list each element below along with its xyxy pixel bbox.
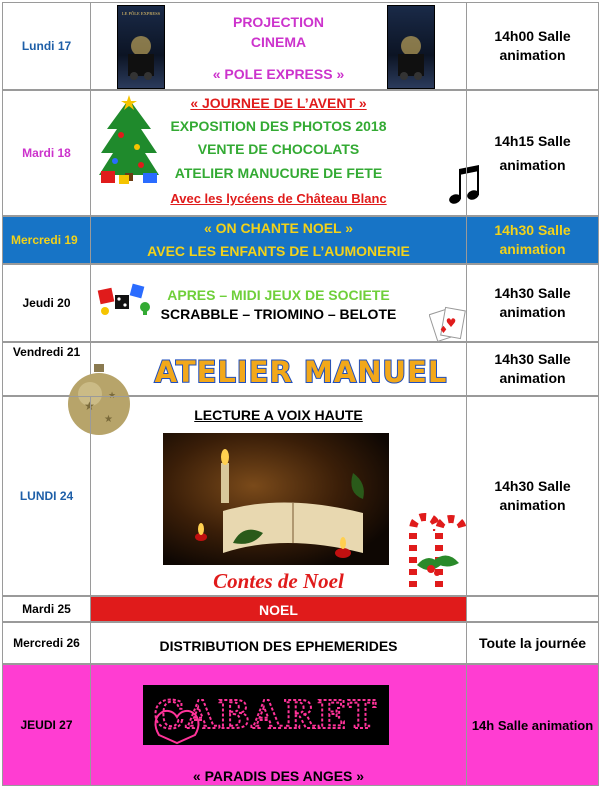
svg-text:★: ★	[104, 414, 113, 425]
row-jeudi-20	[2, 264, 599, 342]
day-label: Lundi 17	[3, 3, 91, 89]
svg-text:♥: ♥	[445, 316, 457, 330]
poster-title: LE PÔLE EXPRESS	[121, 11, 161, 16]
row-lundi-17	[2, 2, 599, 90]
row-mardi-25	[2, 596, 599, 622]
title-lecture-voix-haute: LECTURE A VOIX HAUTE	[194, 407, 363, 423]
activity-cell	[91, 343, 466, 395]
title-projection: PROJECTION	[232, 14, 324, 30]
svg-text:★: ★	[108, 391, 117, 401]
activity-cell	[91, 397, 466, 595]
title-on-chante-noel: « ON CHANTE NOEL »	[203, 220, 354, 236]
activity-cell	[91, 91, 466, 215]
row-mercredi-19	[2, 216, 599, 264]
day-label: Mardi 18	[3, 91, 91, 215]
time-cell: 14h30 Salle animation	[466, 343, 598, 395]
day-label: Mardi 25	[3, 597, 91, 621]
title-contes-de-noel: Contes de Noel	[213, 569, 344, 593]
time-cell: 14h30 Salle animation	[466, 217, 598, 263]
activity-cell	[91, 623, 466, 663]
row-jeudi-27	[2, 664, 599, 786]
day-label: LUNDI 24	[3, 397, 91, 595]
svg-text:★: ★	[84, 399, 95, 413]
activity-cell	[91, 3, 466, 89]
time-cell	[466, 597, 598, 621]
title-cabaret: CABARET	[153, 692, 379, 737]
day-label: Jeudi 20	[3, 265, 91, 341]
title-atelier-manuel: ATELIER MANUEL	[154, 355, 448, 389]
title-scrabble: SCRABBLE – TRIOMINO – BELOTE	[160, 306, 397, 322]
time-cell: Toute la journée	[466, 623, 598, 663]
train-poster-right	[387, 5, 435, 89]
activity-cell	[91, 665, 466, 785]
title-exposition: EXPOSITION DES PHOTOS 2018	[170, 118, 387, 134]
time-cell: 14h30 Salle animation	[466, 265, 598, 341]
title-paradis-anges: « PARADIS DES ANGES »	[192, 768, 365, 784]
row-mercredi-26	[2, 622, 599, 664]
day-label: JEUDI 27	[3, 665, 91, 785]
candy-cane-icon	[399, 509, 469, 591]
time-cell: 14h00 Salle animation	[466, 3, 598, 89]
activity-cell	[91, 217, 466, 263]
day-label: Mercredi 19	[3, 217, 91, 263]
time-cell: 14h Salle animation	[466, 665, 598, 785]
title-enfants-aumonerie: AVEC LES ENFANTS DE L’AUMONERIE	[147, 243, 410, 259]
candle-book-photo	[163, 433, 389, 565]
title-pole-express: « POLE EXPRESS »	[212, 66, 345, 82]
activity-cell	[91, 265, 466, 341]
row-lundi-24	[2, 396, 599, 596]
title-atelier-manucure: ATELIER MANUCURE DE FETE	[174, 165, 383, 181]
activity-cell	[91, 597, 466, 621]
atelier-manuel-banner	[141, 351, 461, 391]
svg-text:♦: ♦	[439, 325, 448, 336]
title-vente-chocolats: VENTE DE CHOCOLATS	[197, 141, 360, 157]
title-noel: NOEL	[259, 602, 298, 618]
title-lyceens: Avec les lycéens de Château Blanc	[170, 191, 387, 206]
row-mardi-18	[2, 90, 599, 216]
cabaret-logo	[143, 685, 389, 745]
title-journee-avent: « JOURNEE DE L’AVENT »	[190, 95, 367, 111]
time-cell: 14h15 Salle animation	[466, 91, 598, 215]
title-cinema: CINEMA	[250, 34, 307, 50]
day-label: Vendredi 21	[3, 343, 91, 395]
day-label: Mercredi 26	[3, 623, 91, 663]
title-ephemerides: DISTRIBUTION DES EPHEMERIDES	[159, 638, 398, 654]
time-cell: 14h30 Salle animation	[466, 397, 598, 595]
title-jeux-societe: APRES – MIDI JEUX DE SOCIETE	[167, 287, 390, 303]
